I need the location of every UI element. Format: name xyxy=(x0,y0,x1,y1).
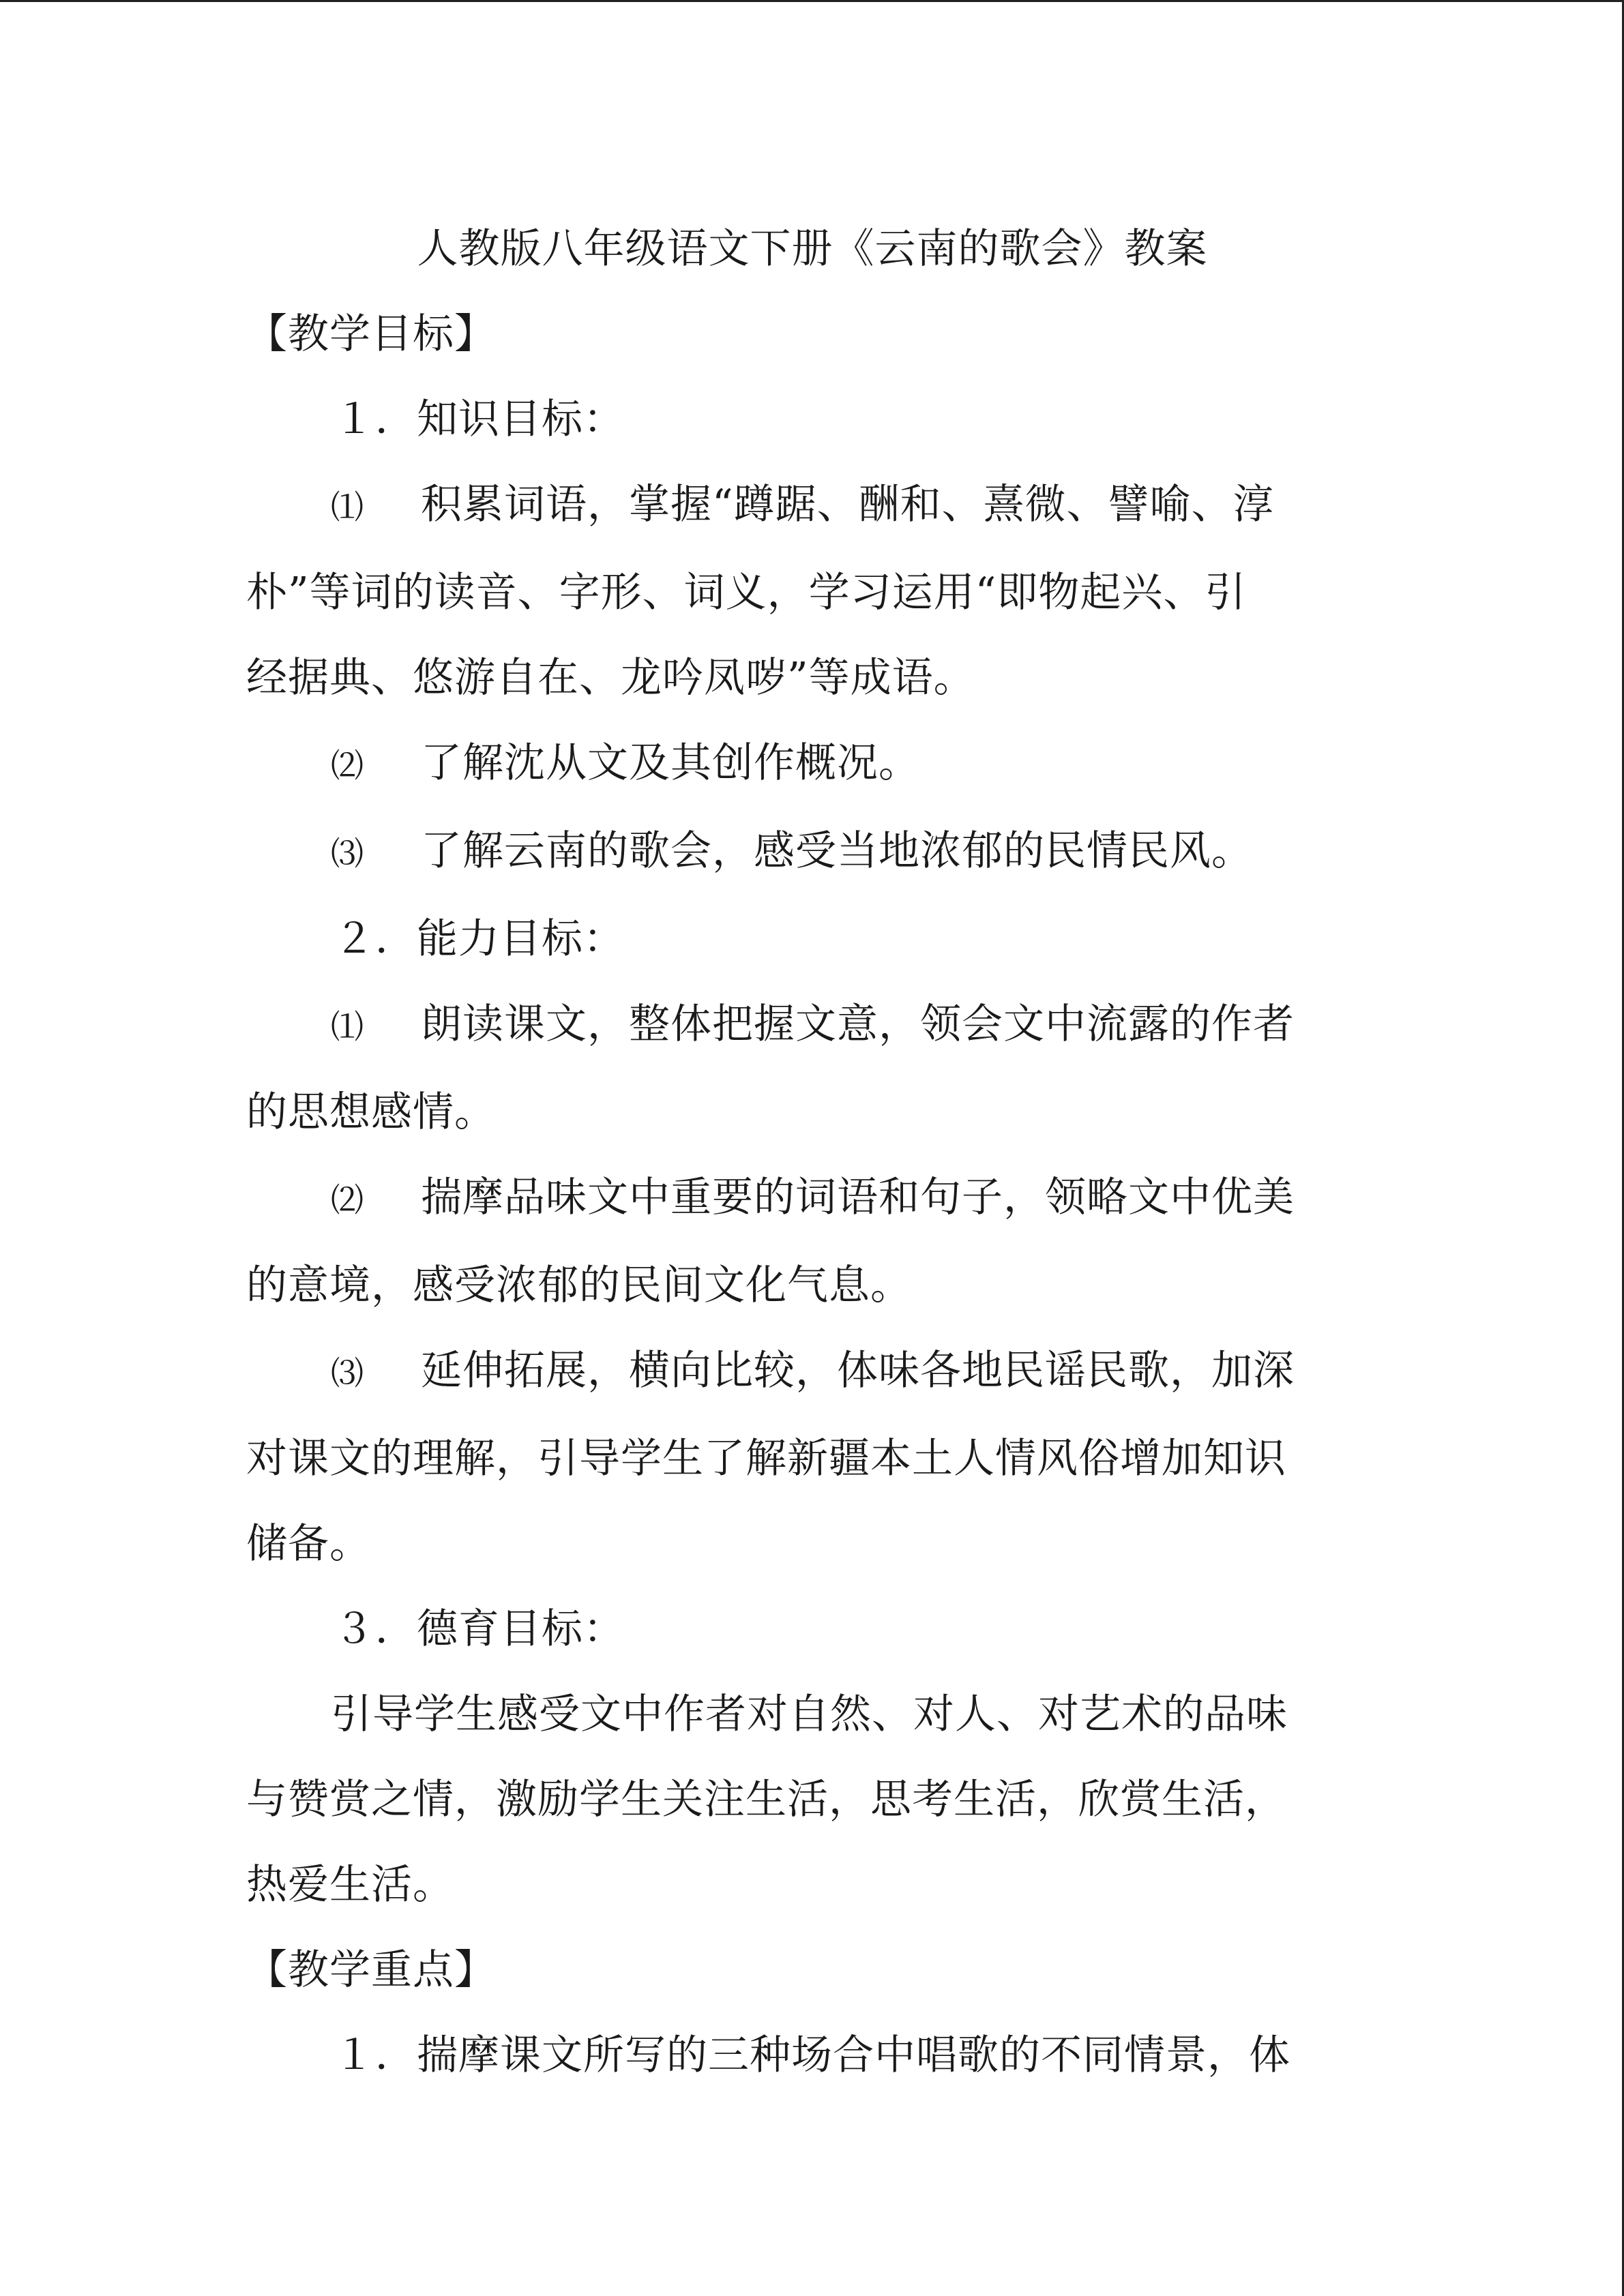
item-marker: ⑴ xyxy=(331,488,365,526)
item-text: 积累词语，掌握“蹲踞、酬和、熹微、譬喻、淳 xyxy=(421,481,1275,528)
sub-item xyxy=(246,721,1338,809)
section-heading: 【教学目标】 xyxy=(246,310,496,358)
paragraph-line: 的意境，感受浓郁的民间文化气息。 xyxy=(246,1262,912,1309)
numbered-heading: １．揣摩课文所写的三种场合中唱歌的不同情景，体 xyxy=(334,2031,1290,2079)
paragraph-line: 与赞赏之情，激励学生关注生活，思考生活，欣赏生活， xyxy=(246,1776,1286,1823)
item-text: 了解云南的歌会，感受当地浓郁的民情民风。 xyxy=(421,827,1253,875)
item-marker: ⑶ xyxy=(331,835,365,873)
paragraph-line: 对课文的理解，引导学生了解新疆本土人情风俗增加知识 xyxy=(246,1435,1286,1482)
numbered-heading: ２．能力目标： xyxy=(334,915,625,963)
item-text: 了解沈从文及其创作概况。 xyxy=(421,739,920,787)
item-text: 延伸拓展，横向比较，体味各地民谣民歌，加深 xyxy=(421,1347,1295,1395)
paragraph-line: 的思想感情。 xyxy=(246,1088,496,1136)
sub-item xyxy=(246,809,1338,897)
sub-item xyxy=(246,982,1338,1070)
section-heading: 【教学重点】 xyxy=(246,1946,496,1994)
sub-item xyxy=(246,1328,1338,1416)
paragraph-line: 朴”等词的读音、字形、词义，学习运用“即物起兴、引 xyxy=(246,569,1247,616)
item-marker: ⑴ xyxy=(331,1008,365,1046)
document-title: 人教版八年级语文下册《云南的歌会》教案 xyxy=(417,225,1208,273)
paragraph-line: 热爱生活。 xyxy=(246,1861,454,1909)
numbered-heading: ３．德育目标： xyxy=(334,1605,625,1653)
item-marker: ⑵ xyxy=(331,747,365,785)
item-marker: ⑶ xyxy=(331,1354,365,1392)
sub-item xyxy=(246,462,1338,550)
paragraph-line: 储备。 xyxy=(246,1520,371,1568)
item-marker: ⑵ xyxy=(331,1181,365,1219)
sub-item xyxy=(246,1155,1338,1243)
item-text: 揣摩品味文中重要的词语和句子，领略文中优美 xyxy=(421,1174,1295,1221)
document-body xyxy=(246,207,1338,2098)
item-text: 朗读课文，整体把握文意，领会文中流露的作者 xyxy=(421,1000,1295,1048)
document-lines xyxy=(246,292,1338,2098)
paragraph-line: 引导学生感受文中作者对自然、对人、对艺术的品味 xyxy=(331,1690,1288,1738)
numbered-heading: １．知识目标： xyxy=(334,396,625,443)
paragraph-line: 经据典、悠游自在、龙吟凤哕”等成语。 xyxy=(246,654,975,702)
